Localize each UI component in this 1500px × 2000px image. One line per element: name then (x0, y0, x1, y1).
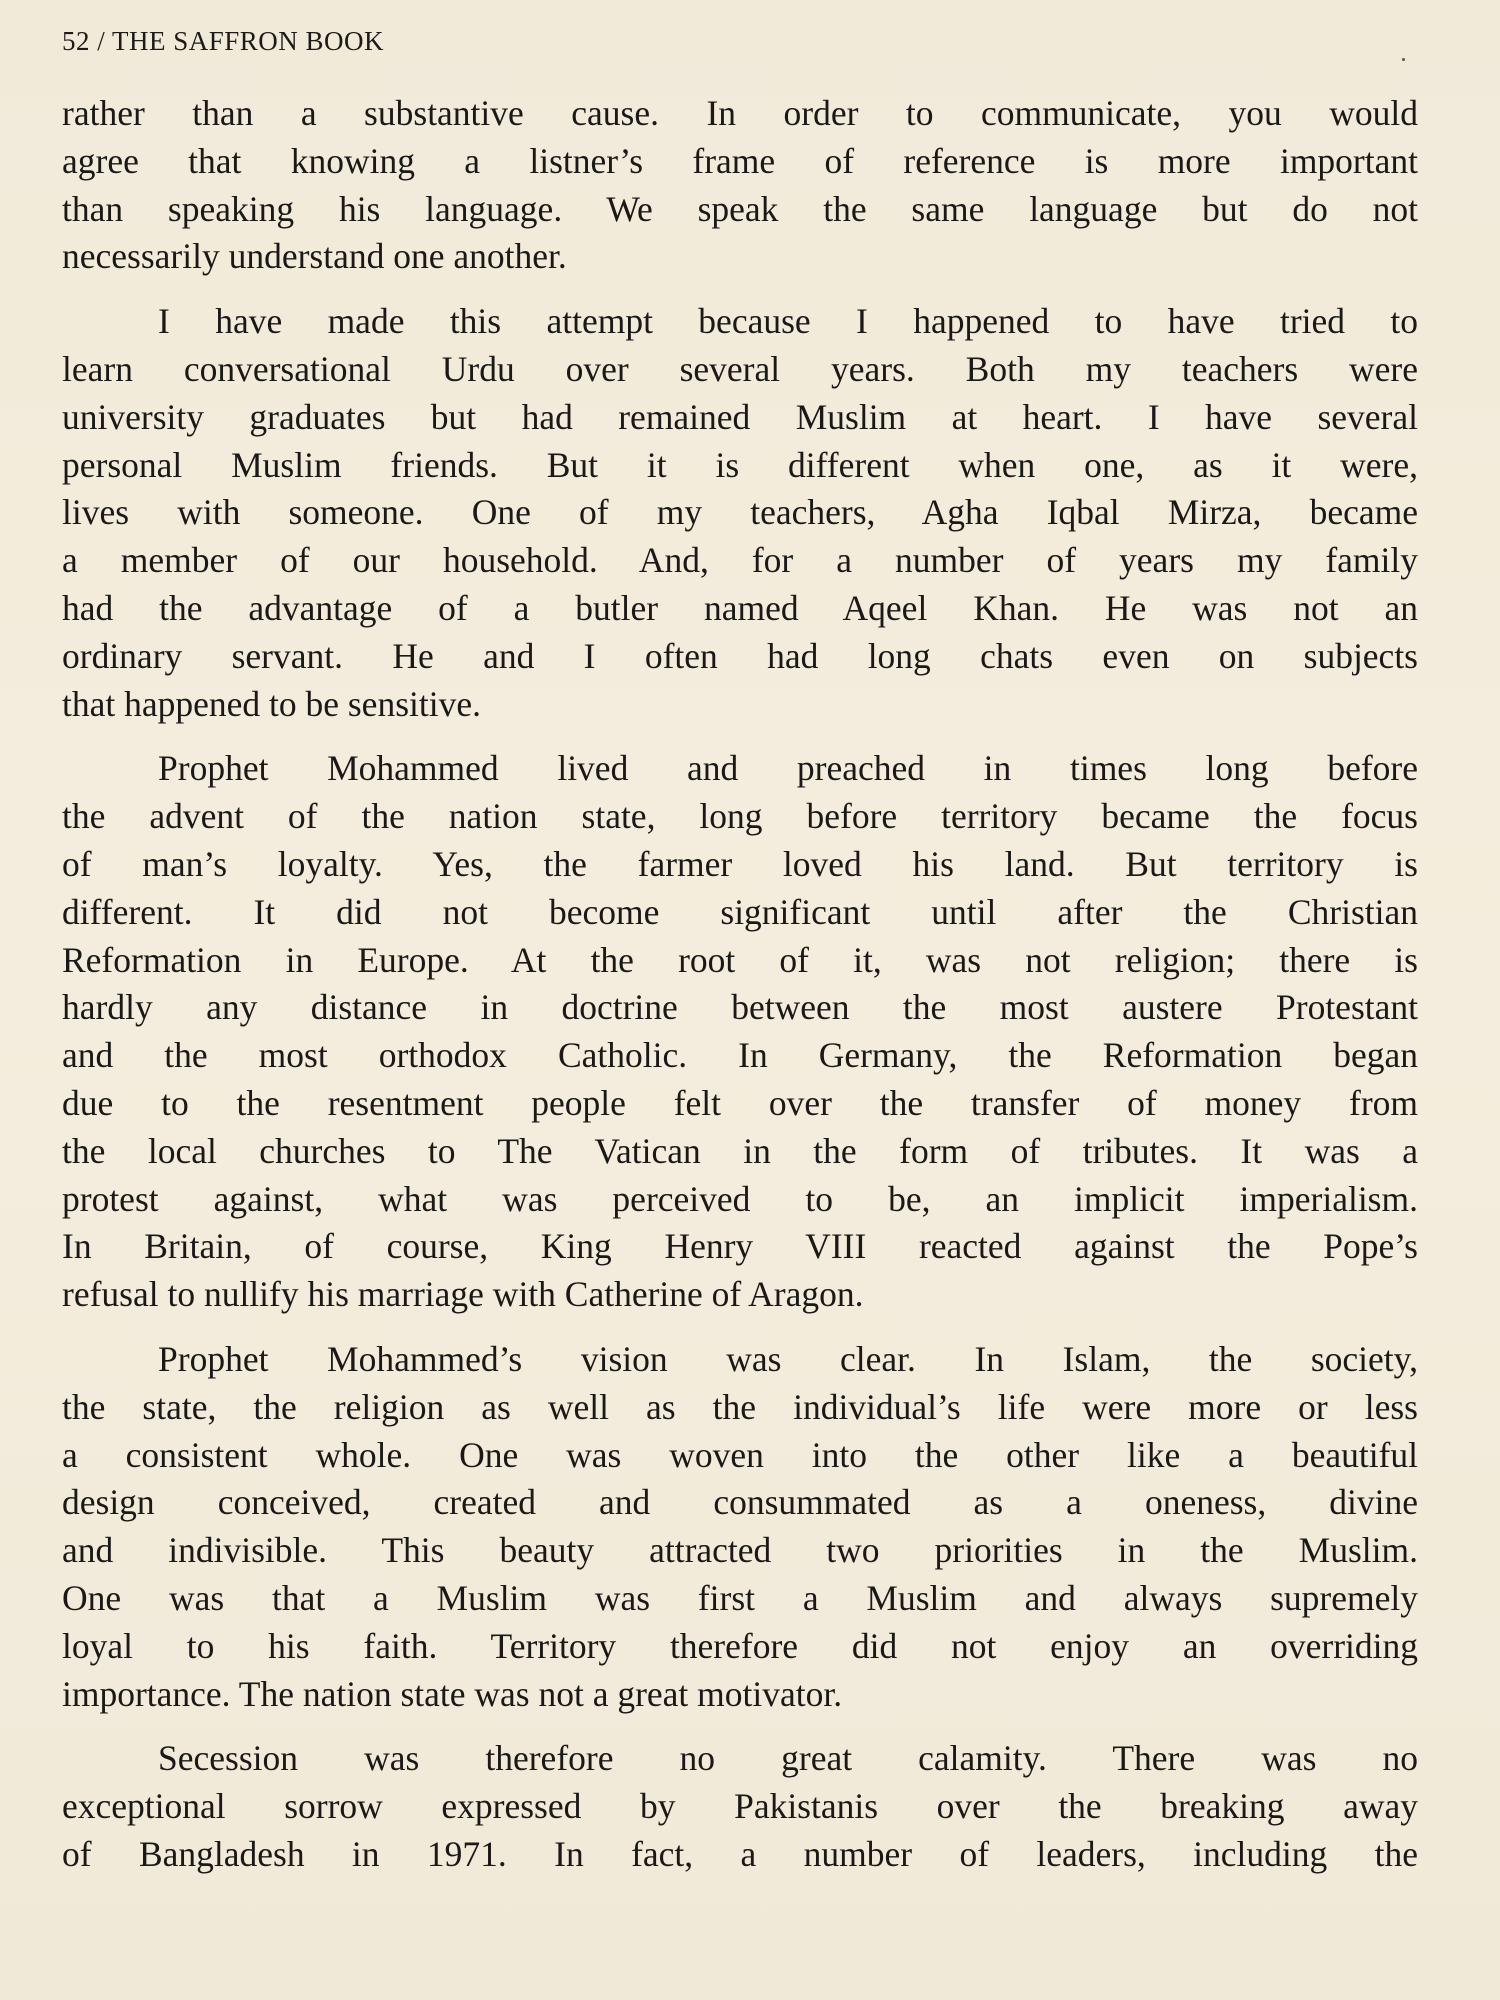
text-line: protest against, what was perceived to be, an implicit imperialism. (62, 1178, 1418, 1219)
text-line: loyal to his faith. Territory therefore did not enjoy an overriding (62, 1625, 1418, 1666)
text-line: due to the resentment people felt over the transfer of money from (62, 1082, 1418, 1123)
text-line: One was that a Muslim was first a Muslim and always supremely (62, 1577, 1418, 1618)
text-line: and indivisible. This beauty attracted two priorities in the Muslim. (62, 1530, 1418, 1571)
text-line: refusal to nullify his marriage with Catherine of Aragon. (62, 1274, 864, 1315)
paragraph (62, 298, 1418, 728)
text-line: the state, the religion as well as the individual’s life were more or less (62, 1386, 1418, 1427)
text-line: In Britain, of course, King Henry VIII reacted against the Pope’s (62, 1226, 1418, 1267)
text-line: rather than a substantive cause. In order to communicate, you would (62, 93, 1418, 133)
text-line: lives with someone. One of my teachers, Agha Iqbal Mirza, became (62, 492, 1418, 533)
text-line: had the advantage of a butler named Aqeel Khan. He was not an (62, 587, 1418, 628)
text-line: university graduates but had remained Muslim at heart. I have several (62, 396, 1418, 437)
text-line: and the most orthodox Catholic. In Germany, the Reformation began (62, 1035, 1418, 1076)
text-line: ordinary servant. He and I often had long chats even on subjects (62, 635, 1418, 676)
text-line: than speaking his language. We speak the same language but do not (62, 188, 1418, 229)
text-line: I have made this attempt because I happened to have tried to (158, 301, 1418, 342)
text-line: personal Muslim friends. But it is different when one, as it were, (62, 444, 1418, 485)
running-head: 52 / THE SAFFRON BOOK (62, 26, 385, 56)
text-line: design conceived, created and consummated as a oneness, divine (62, 1482, 1418, 1523)
print-speck (1402, 58, 1405, 61)
text-line: of Bangladesh in 1971. In fact, a number of leaders, including the (62, 1833, 1418, 1874)
paragraph (62, 745, 1418, 1319)
text-line: agree that knowing a listner’s frame of reference is more important (62, 140, 1418, 181)
text-line: a member of our household. And, for a number of years my family (62, 540, 1418, 581)
text-line: hardly any distance in doctrine between the most austere Protestant (62, 987, 1418, 1028)
paragraph (62, 1735, 1418, 1878)
text-line: Secession was therefore no great calamity. There was no (158, 1738, 1418, 1779)
text-line: learn conversational Urdu over several years. Both my teachers were (62, 348, 1418, 389)
text-line: of man’s loyalty. Yes, the farmer loved his land. But territory is (62, 843, 1418, 884)
paragraph (62, 90, 1418, 281)
body-text (62, 90, 1418, 1896)
text-line: importance. The nation state was not a great motivator. (62, 1673, 843, 1714)
text-line: exceptional sorrow expressed by Pakistanis over the breaking away (62, 1786, 1418, 1827)
paragraph (62, 1336, 1418, 1718)
text-line: the advent of the nation state, long before territory became the focus (62, 796, 1418, 837)
text-line: that happened to be sensitive. (62, 683, 481, 724)
text-line: Prophet Mohammed lived and preached in times long before (158, 748, 1418, 789)
text-line: Reformation in Europe. At the root of it, was not religion; there is (62, 939, 1418, 980)
text-line: different. It did not become significant until after the Christian (62, 891, 1418, 932)
text-line: Prophet Mohammed’s vision was clear. In Islam, the society, (158, 1338, 1418, 1379)
text-line: necessarily understand one another. (62, 236, 567, 277)
text-line: the local churches to The Vatican in the form of tributes. It was a (62, 1130, 1418, 1171)
text-line: a consistent whole. One was woven into the other like a beautiful (62, 1434, 1418, 1475)
